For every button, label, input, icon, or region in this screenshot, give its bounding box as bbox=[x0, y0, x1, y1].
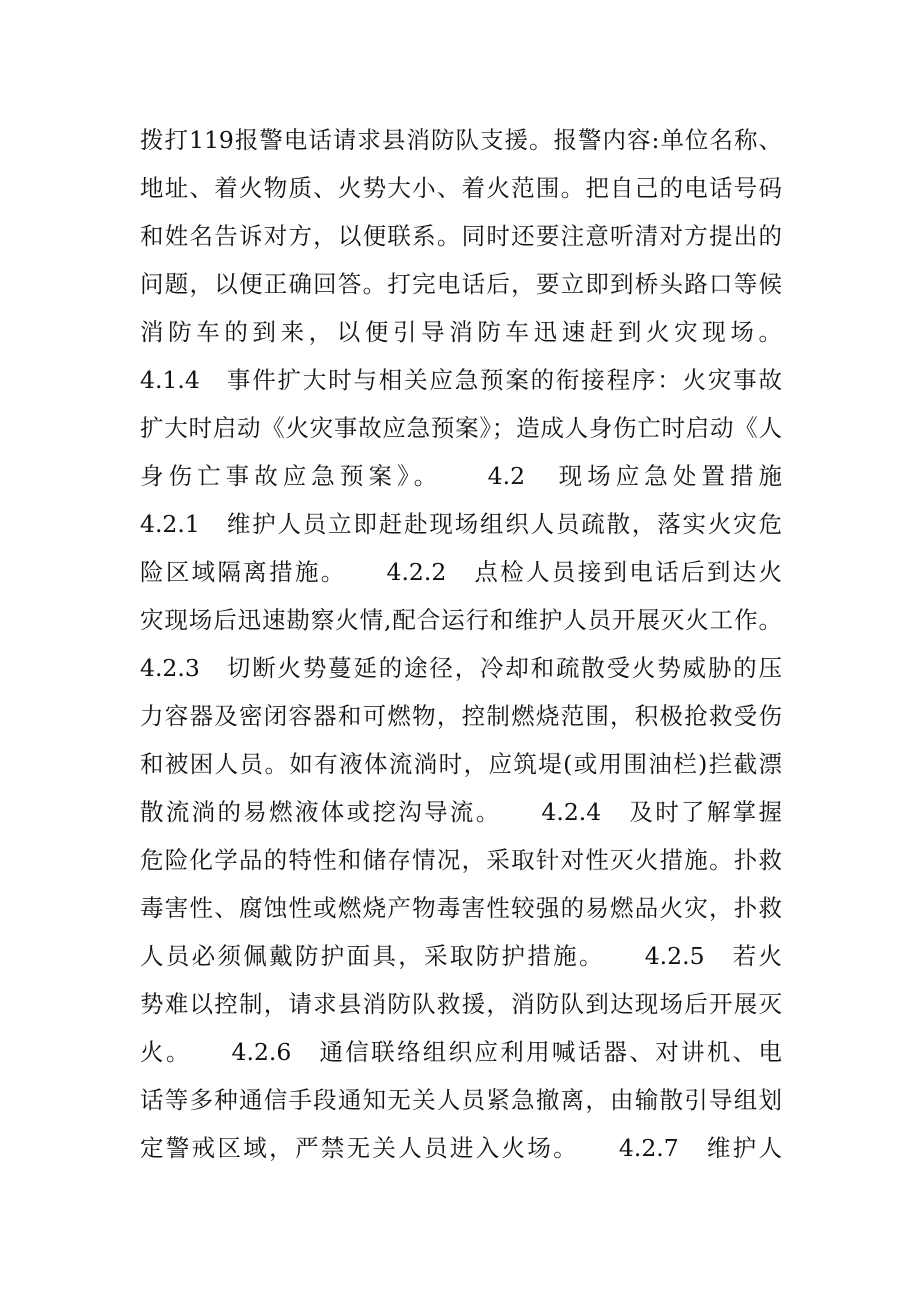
text-line: 和姓名告诉对方，以便联系。同时还要注意听清对方提出的 bbox=[140, 222, 782, 250]
text-line: 身伤亡事故应急预案》。 4.2 现场应急处置措施 bbox=[140, 462, 782, 490]
text-line: 拨打119报警电话请求县消防队支援。报警内容:单位名称、 bbox=[140, 126, 782, 154]
text-line: 危险化学品的特性和储存情况，采取针对性灭火措施。扑救 bbox=[140, 846, 782, 874]
text-line: 地址、着火物质、火势大小、着火范围。把自己的电话号码 bbox=[140, 174, 782, 202]
text-line: 火。 4.2.6 通信联络组织应利用喊话器、对讲机、电 bbox=[140, 1038, 782, 1066]
text-line: 力容器及密闭容器和可燃物，控制燃烧范围，积极抢救受伤 bbox=[140, 702, 782, 730]
text-line: 4.2.1 维护人员立即赶赴现场组织人员疏散，落实火灾危 bbox=[140, 510, 782, 538]
text-line: 扩大时启动《火灾事故应急预案》；造成人身伤亡时启动《人 bbox=[140, 414, 782, 442]
text-line: 问题，以便正确回答。打完电话后，要立即到桥头路口等候 bbox=[140, 270, 782, 298]
text-line: 消防车的到来，以便引导消防车迅速赶到火灾现场。 bbox=[140, 318, 782, 346]
text-line: 毒害性、腐蚀性或燃烧产物毒害性较强的易燃品火灾，扑救 bbox=[140, 894, 782, 922]
text-line: 话等多种通信手段通知无关人员紧急撤离，由输散引导组划 bbox=[140, 1086, 782, 1114]
text-line: 散流淌的易燃液体或挖沟导流。 4.2.4 及时了解掌握 bbox=[140, 798, 782, 826]
text-line: 4.1.4 事件扩大时与相关应急预案的衔接程序：火灾事故 bbox=[140, 366, 782, 394]
body-text bbox=[140, 116, 782, 1172]
text-line: 和被困人员。如有液体流淌时，应筑堤(或用围油栏)拦截漂 bbox=[140, 750, 782, 778]
text-line: 灾现场后迅速勘察火情,配合运行和维护人员开展灭火工作。 bbox=[140, 606, 782, 634]
text-line: 势难以控制，请求县消防队救援，消防队到达现场后开展灭 bbox=[140, 990, 782, 1018]
text-line: 人员必须佩戴防护面具，采取防护措施。 4.2.5 若火 bbox=[140, 942, 782, 970]
text-line: 定警戒区域，严禁无关人员进入火场。 4.2.7 维护人 bbox=[140, 1134, 782, 1162]
text-line: 险区域隔离措施。 4.2.2 点检人员接到电话后到达火 bbox=[140, 558, 782, 586]
text-line: 4.2.3 切断火势蔓延的途径，冷却和疏散受火势威胁的压 bbox=[140, 654, 782, 682]
